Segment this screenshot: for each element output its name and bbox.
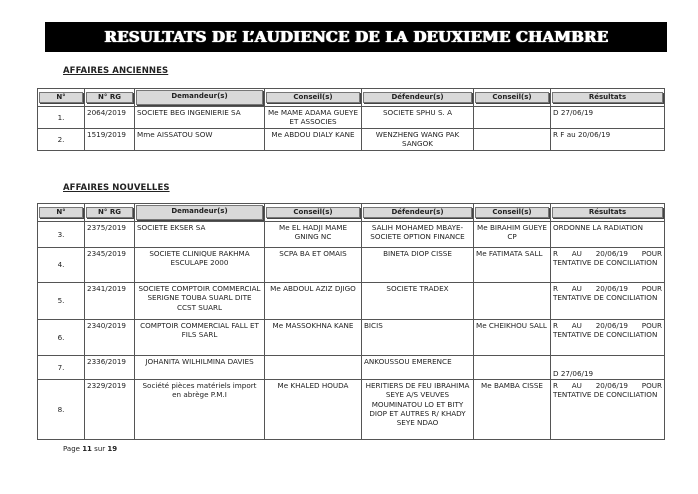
- page-title: RESULTATS DE L’AUDIENCE DE LA DEUXIEME CHAMBRE: [104, 28, 608, 46]
- footer-page-label: Page: [63, 445, 80, 453]
- col-header-rg: N° RG: [85, 89, 135, 107]
- table-row: [38, 356, 665, 380]
- cell-demandeur: SOCIETE BEG INGENIERIE SA: [135, 107, 265, 129]
- cell-rg: 2345/2019: [85, 248, 135, 283]
- cell-rg: 2336/2019: [85, 356, 135, 380]
- footer-separator: sur: [94, 445, 106, 453]
- col-header-n: N°: [38, 204, 85, 222]
- col-header-demandeur: Demandeur(s): [135, 204, 265, 222]
- cell-resultat: R AU 20/06/19 POUR TENTATIVE DE CONCILIATION: [551, 380, 665, 440]
- cell-conseil: Me ABDOU DIALY KANE: [265, 129, 362, 151]
- cell-defendeur: SOCIETE TRADEX: [362, 283, 474, 320]
- cell-rg: 2329/2019: [85, 380, 135, 440]
- cell-resultat: R F au 20/06/19: [551, 129, 665, 151]
- cell-resultat: ORDONNE LA RADIATION: [551, 222, 665, 248]
- cell-demandeur: Société pièces matériels import en abrège P.M.I: [135, 380, 265, 440]
- cell-defendeur: BINETA DIOP CISSE: [362, 248, 474, 283]
- cell-demandeur: JOHANITA WILHILMINA DAVIES: [135, 356, 265, 380]
- cell-n: 5.: [38, 283, 85, 320]
- cell-conseil-defense: [474, 107, 551, 129]
- cell-n: 7.: [38, 356, 85, 380]
- cell-n: 6.: [38, 320, 85, 356]
- col-header-conseil: Conseil(s): [265, 204, 362, 222]
- page-footer: [63, 445, 117, 453]
- cell-demandeur: SOCIETE CLINIQUE RAKHMA ESCULAPE 2000: [135, 248, 265, 283]
- cell-defendeur: SALIH MOHAMED MBAYE-SOCIETE OPTION FINANCE: [362, 222, 474, 248]
- cell-conseil-defense: [474, 356, 551, 380]
- table-row: [38, 107, 665, 129]
- cell-defendeur: BICIS: [362, 320, 474, 356]
- cell-demandeur: SOCIETE COMPTOIR COMMERCIAL SERIGNE TOUBA SUARL DITE CCST SUARL: [135, 283, 265, 320]
- col-header-demandeur: Demandeur(s): [135, 89, 265, 107]
- cell-conseil: Me EL HADJI MAME GNING NC: [265, 222, 362, 248]
- cell-n: 1.: [38, 107, 85, 129]
- cell-defendeur: ANKOUSSOU EMERENCE: [362, 356, 474, 380]
- cell-defendeur: HERITIERS DE FEU IBRAHIMA SEYE A/S VEUVES MOUMINATOU LO ET BITY DIOP ET AUTRES R/ KHADY SEYE NDAO: [362, 380, 474, 440]
- cell-resultat: D 27/06/19: [551, 356, 665, 380]
- cell-conseil: [265, 356, 362, 380]
- cell-n: 3.: [38, 222, 85, 248]
- col-header-n: N°: [38, 89, 85, 107]
- cell-resultat: R AU 20/06/19 POUR TENTATIVE DE CONCILIATION: [551, 283, 665, 320]
- cell-resultat: R AU 20/06/19 POUR TENTATIVE DE CONCILIATION: [551, 320, 665, 356]
- table-header-row: [38, 204, 665, 222]
- section-title-nouvelles: AFFAIRES NOUVELLES: [63, 183, 170, 193]
- footer-page-number: 11: [82, 445, 92, 453]
- table-row: [38, 129, 665, 151]
- cell-rg: 1519/2019: [85, 129, 135, 151]
- cell-n: 4.: [38, 248, 85, 283]
- cell-n: 2.: [38, 129, 85, 151]
- col-header-resultats: Résultats: [551, 204, 665, 222]
- col-header-rg: N° RG: [85, 204, 135, 222]
- cell-demandeur: COMPTOIR COMMERCIAL FALL ET FILS SARL: [135, 320, 265, 356]
- table-header-row: [38, 89, 665, 107]
- cell-conseil: Me MASSOKHNA KANE: [265, 320, 362, 356]
- cell-conseil-defense: [474, 129, 551, 151]
- cell-rg: 2375/2019: [85, 222, 135, 248]
- cell-conseil-defense: Me FATIMATA SALL: [474, 248, 551, 283]
- table-row: [38, 248, 665, 283]
- cell-defendeur: SOCIETE SPHU S. A: [362, 107, 474, 129]
- col-header-defendeur: Défendeur(s): [362, 204, 474, 222]
- cell-conseil: Me ABDOUL AZIZ DJIGO: [265, 283, 362, 320]
- table-row: [38, 222, 665, 248]
- table-nouvelles: [37, 203, 665, 440]
- col-header-conseil-defense: Conseil(s): [474, 204, 551, 222]
- cell-conseil-defense: Me BIRAHIM GUEYE CP: [474, 222, 551, 248]
- col-header-defendeur: Défendeur(s): [362, 89, 474, 107]
- cell-rg: 2064/2019: [85, 107, 135, 129]
- footer-page-total: 19: [107, 445, 118, 453]
- cell-conseil-defense: [474, 283, 551, 320]
- cell-resultat: D 27/06/19: [551, 107, 665, 129]
- cell-conseil: Me MAME ADAMA GUEYE ET ASSOCIES: [265, 107, 362, 129]
- col-header-resultats: Résultats: [551, 89, 665, 107]
- cell-defendeur: WENZHENG WANG PAK SANGOK: [362, 129, 474, 151]
- table-row: [38, 380, 665, 440]
- section-title-anciennes: AFFAIRES ANCIENNES: [63, 66, 169, 76]
- cell-rg: 2341/2019: [85, 283, 135, 320]
- col-header-conseil: Conseil(s): [265, 89, 362, 107]
- cell-conseil-defense: Me BAMBA CISSE: [474, 380, 551, 440]
- cell-conseil-defense: Me CHEIKHOU SALL: [474, 320, 551, 356]
- cell-conseil: Me KHALED HOUDA: [265, 380, 362, 440]
- cell-resultat: R AU 20/06/19 POUR TENTATIVE DE CONCILIATION: [551, 248, 665, 283]
- table-row: [38, 283, 665, 320]
- table-anciennes: [37, 88, 665, 151]
- page-title-banner: [45, 22, 667, 52]
- table-row: [38, 320, 665, 356]
- col-header-conseil-defense: Conseil(s): [474, 89, 551, 107]
- cell-rg: 2340/2019: [85, 320, 135, 356]
- cell-conseil: SCPA BA ET OMAIS: [265, 248, 362, 283]
- cell-demandeur: Mme AISSATOU SOW: [135, 129, 265, 151]
- cell-demandeur: SOCIETE EKSER SA: [135, 222, 265, 248]
- cell-n: 8.: [38, 380, 85, 440]
